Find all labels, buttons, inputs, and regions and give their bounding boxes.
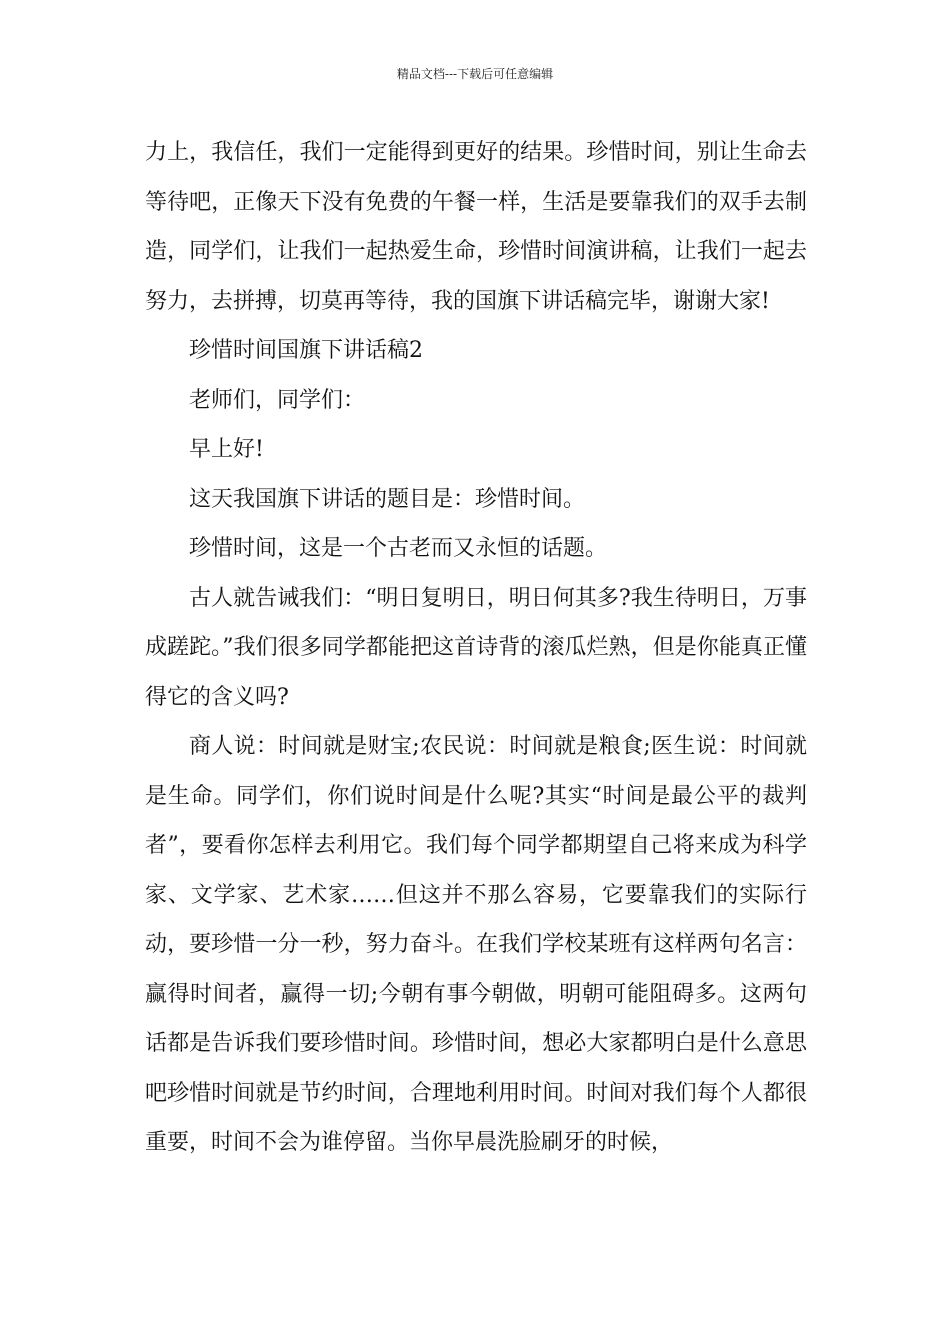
paragraph: 商人说：时间就是财宝;农民说：时间就是粮食;医生说：时间就是生命。同学们，你们说时间是什么呢?其实“时间是最公平的裁判者”，要看你怎样去利用它。我们每个同学都期望自己将来成为科学家、文学家、艺术家……但这并不那么容易，它要靠我们的实际行动，要珍惜一分一秒，努力奋斗。在我们学校某班有这样两句名言：赢得时间者，赢得一切;今朝有事今朝做，明朝可能阻碍多。这两句话都是告诉我们要珍惜时间。珍惜时间，想必大家都明白是什么意思吧珍惜时间就是节约时间，合理地利用时间。时间对我们每个人都很重要，时间不会为谁停留。当你早晨洗脸刷牙的时候， — [145, 734, 807, 1155]
paragraph: 古人就告诫我们：“明日复明日，明日何其多?我生待明日，万事成蹉跎。”我们很多同学都能把这首诗背的滚瓜烂熟，但是你能真正懂得它的含义吗? — [145, 585, 807, 710]
topic-paragraph: 这天我国旗下讲话的题目是：珍惜时间。 — [189, 486, 586, 512]
section-title: 珍惜时间国旗下讲话稿2 — [189, 338, 423, 363]
salutation: 老师们，同学们： — [189, 387, 366, 413]
page-header: 精品文档---下载后可任意编辑 — [396, 67, 554, 81]
paragraph-continuation: 力上，我信任，我们一定能得到更好的结果。珍惜时间，别让生命去等待吧，正像天下没有免费的午餐一样，生活是要靠我们的双手去制造，同学们，让我们一起热爱生命，珍惜时间演讲稿，让我们一起去努力，去拼搏，切莫再等待，我的国旗下讲话稿完毕，谢谢大家! — [145, 140, 807, 314]
document-body — [145, 128, 807, 1168]
paragraph: 珍惜时间，这是一个古老而又永恒的话题。 — [189, 536, 608, 561]
greeting: 早上好! — [189, 437, 264, 462]
